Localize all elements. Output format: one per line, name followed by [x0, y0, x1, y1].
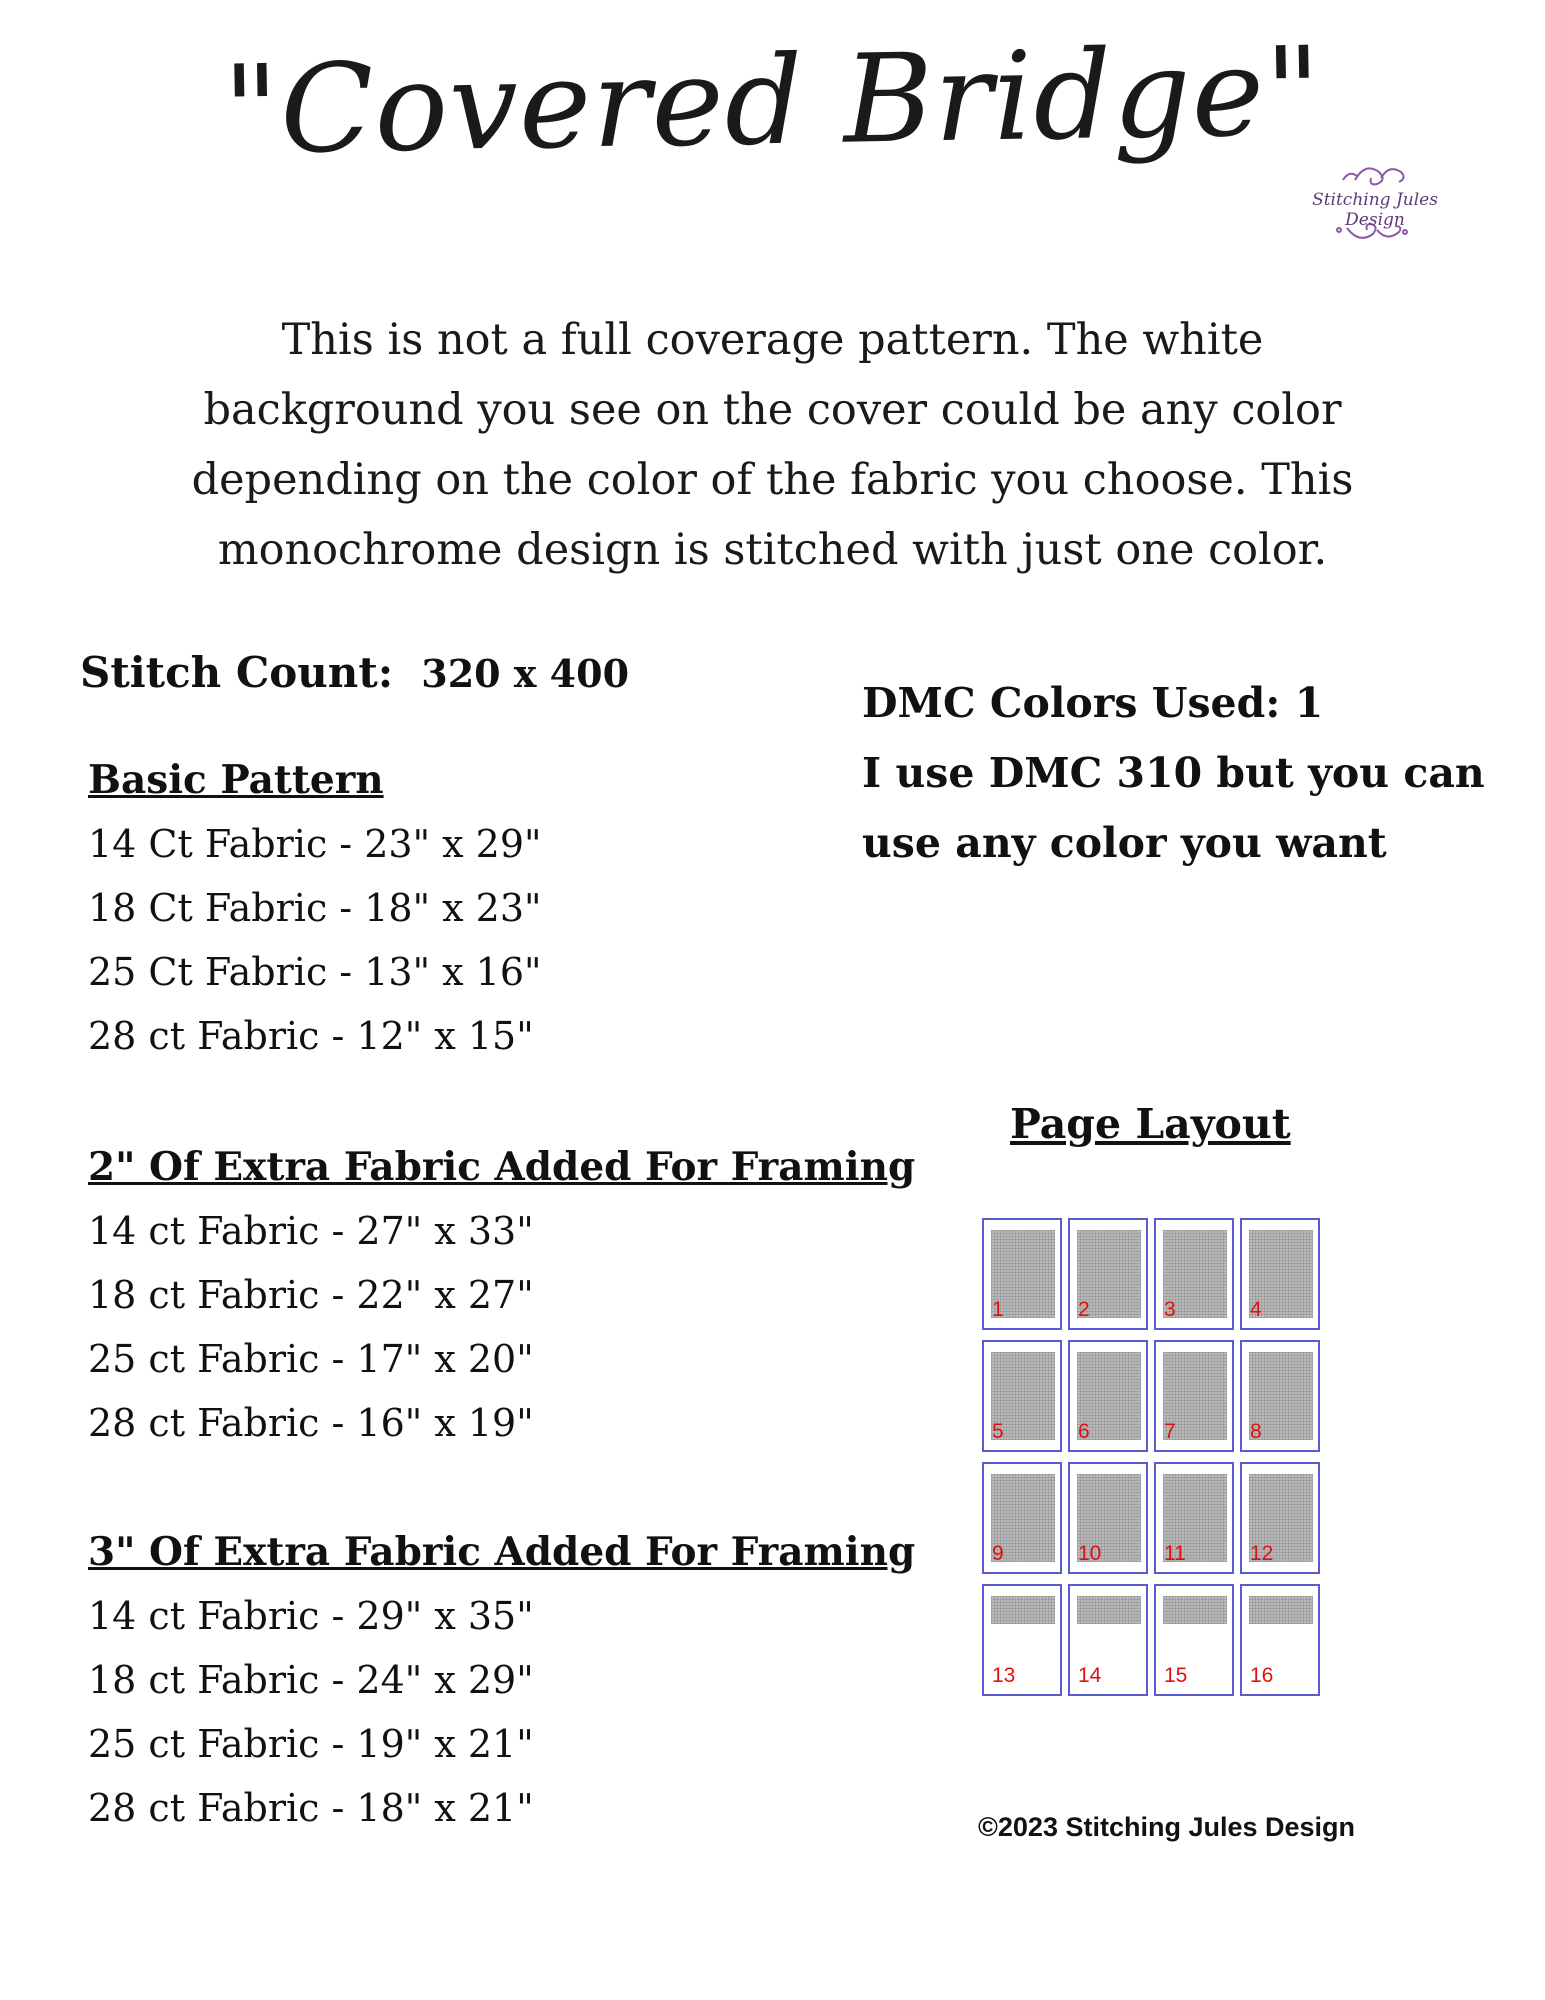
page-thumbnail	[982, 1462, 1062, 1574]
three-inch-extra-section	[88, 1520, 915, 1840]
page-number: 10	[1078, 1542, 1102, 1565]
page-thumbnail	[1154, 1462, 1234, 1574]
page-layout-grid	[982, 1218, 1322, 1696]
fabric-size-row: 18 Ct Fabric - 18" x 23"	[88, 886, 542, 930]
stitch-count-value: 320 x 400	[421, 651, 630, 696]
fabric-size-row: 18 ct Fabric - 24" x 29"	[88, 1658, 534, 1702]
page-thumbnail	[1068, 1340, 1148, 1452]
fabric-size-row: 14 ct Fabric - 27" x 33"	[88, 1209, 534, 1253]
stitch-count	[80, 648, 629, 697]
page-number: 12	[1250, 1542, 1274, 1565]
dmc-line-3: use any color you want	[862, 819, 1387, 867]
fabric-size-row: 14 Ct Fabric - 23" x 29"	[88, 822, 542, 866]
section-heading: 2" Of Extra Fabric Added For Framing	[88, 1144, 916, 1190]
page-thumbnail	[982, 1340, 1062, 1452]
page-thumbnail	[1154, 1218, 1234, 1330]
two-inch-extra-section	[88, 1135, 915, 1455]
page-number: 8	[1250, 1420, 1262, 1443]
fabric-size-row: 28 ct Fabric - 18" x 21"	[88, 1786, 534, 1830]
copyright-notice: ©2023 Stitching Jules Design	[978, 1812, 1356, 1842]
page-number: 11	[1164, 1542, 1186, 1565]
fabric-size-row: 25 Ct Fabric - 13" x 16"	[88, 950, 542, 994]
page-title: "Covered Bridge"	[221, 20, 1324, 182]
page-number: 16	[1250, 1664, 1274, 1687]
page-number: 15	[1164, 1664, 1188, 1687]
page-thumbnail	[1240, 1462, 1320, 1574]
page-thumbnail	[1240, 1340, 1320, 1452]
page-thumbnail	[1068, 1462, 1148, 1574]
page-layout-heading: Page Layout	[1010, 1100, 1291, 1148]
pattern-thumbnail-image	[1163, 1596, 1227, 1624]
intro-paragraph: This is not a full coverage pattern. The white background you see on the cover could be any color depending on the color of the fabric you choose. This monochrome design is stitched with just one color.	[191, 315, 1354, 575]
dmc-line-2: I use DMC 310 but you can	[862, 749, 1485, 797]
page-number: 7	[1164, 1420, 1176, 1443]
logo-text: Stitching Jules Design	[1312, 190, 1438, 230]
fabric-size-row: 25 ct Fabric - 17" x 20"	[88, 1337, 534, 1381]
fabric-size-row: 28 ct Fabric - 12" x 15"	[88, 1014, 534, 1058]
page-thumbnail	[982, 1584, 1062, 1696]
fabric-size-row: 25 ct Fabric - 19" x 21"	[88, 1722, 534, 1766]
page-number: 2	[1078, 1298, 1090, 1321]
pattern-thumbnail-image	[991, 1596, 1055, 1624]
page-number: 9	[992, 1542, 1004, 1565]
fabric-size-row: 18 ct Fabric - 22" x 27"	[88, 1273, 534, 1317]
basic-pattern-section	[88, 748, 541, 1068]
page-thumbnail	[1154, 1584, 1234, 1696]
dmc-line-1: DMC Colors Used: 1	[862, 679, 1324, 727]
page-thumbnail	[1240, 1218, 1320, 1330]
page-thumbnail	[1240, 1584, 1320, 1696]
dmc-colors-info	[862, 668, 1485, 878]
fabric-size-row: 14 ct Fabric - 29" x 35"	[88, 1594, 534, 1638]
page-thumbnail	[1068, 1218, 1148, 1330]
page-number: 1	[992, 1298, 1004, 1321]
fabric-size-row: 28 ct Fabric - 16" x 19"	[88, 1401, 534, 1445]
page-number: 14	[1078, 1664, 1102, 1687]
page-number: 3	[1164, 1298, 1176, 1321]
stitch-count-label: Stitch Count:	[80, 648, 394, 697]
page-number: 5	[992, 1420, 1004, 1443]
page-thumbnail	[1154, 1340, 1234, 1452]
brand-logo	[1285, 150, 1465, 260]
page-thumbnail	[1068, 1584, 1148, 1696]
pattern-thumbnail-image	[1249, 1596, 1313, 1624]
page-number: 4	[1250, 1298, 1262, 1321]
section-heading: Basic Pattern	[88, 757, 384, 803]
page-thumbnail	[982, 1218, 1062, 1330]
pattern-thumbnail-image	[1077, 1596, 1141, 1624]
page-number: 6	[1078, 1420, 1090, 1443]
section-heading: 3" Of Extra Fabric Added For Framing	[88, 1529, 916, 1575]
page-number: 13	[992, 1664, 1016, 1687]
